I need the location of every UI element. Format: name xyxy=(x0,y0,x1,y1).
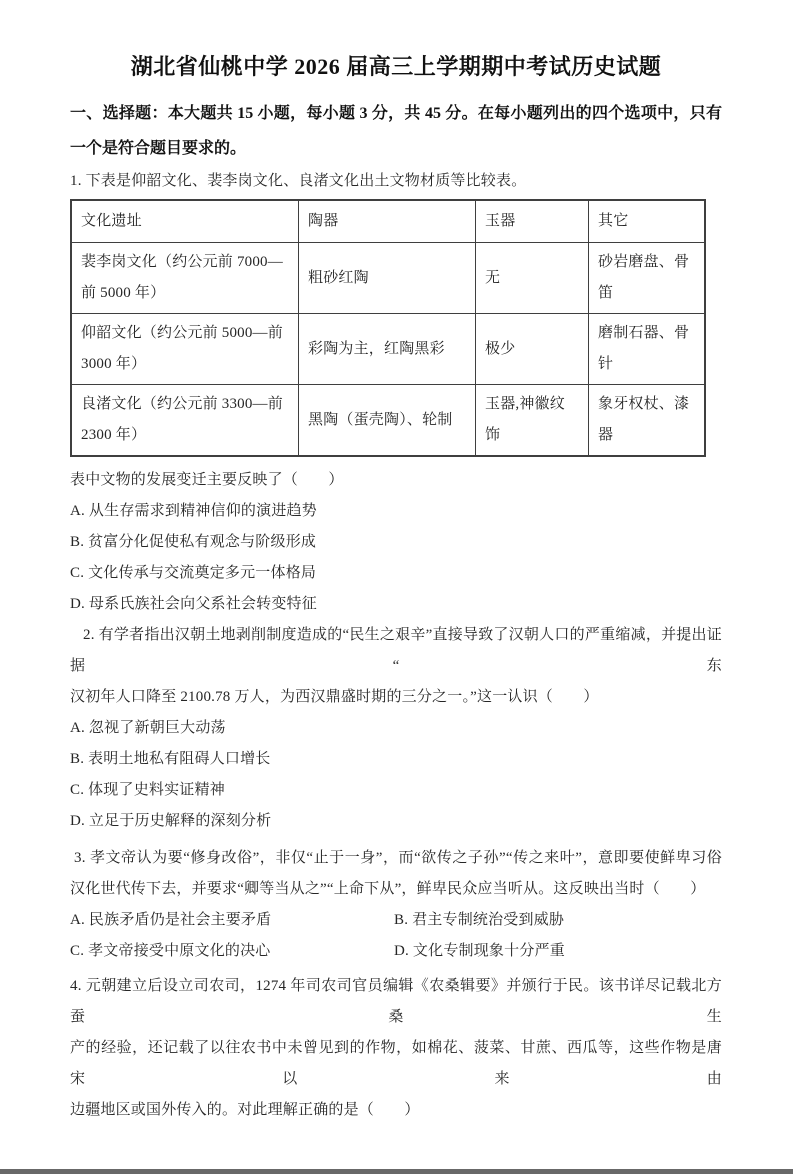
table-row xyxy=(71,314,705,385)
question-1 xyxy=(70,166,722,620)
table-cell: 裴李岗文化（约公元前 7000—前 5000 年） xyxy=(71,243,299,314)
table-cell: 极少 xyxy=(476,314,589,385)
question-4 xyxy=(70,971,722,1126)
table-cell: 磨制石器、骨针 xyxy=(589,314,706,385)
question-2-stem-line-2: 汉初年人口降至 2100.78 万人，为西汉鼎盛时期的三分之一。”这一认识（ ） xyxy=(70,689,599,705)
table-header-jade: 玉器 xyxy=(476,200,589,243)
section-heading xyxy=(70,96,722,166)
table-cell: 彩陶为主，红陶黑彩 xyxy=(299,314,476,385)
table-cell: 良渚文化（约公元前 3300—前 2300 年） xyxy=(71,385,299,457)
page-title: 湖北省仙桃中学 2026 届高三上学期期中考试历史试题 xyxy=(130,54,662,79)
question-2 xyxy=(70,620,722,837)
table-header-row xyxy=(71,200,705,243)
question-3-option-row-2 xyxy=(70,936,722,967)
table-cell: 黑陶（蛋壳陶）、轮制 xyxy=(299,385,476,457)
question-2-option-d: D. 立足于历史解释的深刻分析 xyxy=(70,813,272,829)
page-bottom-divider xyxy=(0,1169,793,1174)
table-header-site: 文化遗址 xyxy=(71,200,299,243)
table-cell: 象牙权杖、漆器 xyxy=(589,385,706,457)
question-2-stem-line-1: 2. 有学者指出汉朝土地剥削制度造成的“民生之艰辛”直接导致了汉朝人口的严重缩减，并提出证据“东 xyxy=(70,627,722,674)
question-1-option-d: D. 母系氏族社会向父系社会转变特征 xyxy=(70,596,317,612)
table-header-pottery: 陶器 xyxy=(299,200,476,243)
question-4-stem-line-3: 边疆地区或国外传入的。对此理解正确的是（ ） xyxy=(70,1102,420,1118)
comparison-table xyxy=(70,199,706,457)
question-2-option-c: C. 体现了史料实证精神 xyxy=(70,782,225,798)
question-2-option-b: B. 表明土地私有阻碍人口增长 xyxy=(70,751,271,767)
document-page xyxy=(0,52,793,1126)
table-cell: 玉器,神徽纹饰 xyxy=(476,385,589,457)
table-cell: 仰韶文化（约公元前 5000—前 3000 年） xyxy=(71,314,299,385)
question-3-stem-line-1: 3. 孝文帝认为要“修身改俗”，非仅“止于一身”，而“欲传之子孙”“传之来叶”，意即要使鲜卑习俗 xyxy=(74,850,722,866)
question-3-option-d: D. 文化专制现象十分严重 xyxy=(394,943,565,959)
section-heading-line-1: 一、选择题：本大题共 15 小题，每小题 3 分，共 45 分。在每小题列出的四个选项中，只有 xyxy=(70,105,722,122)
question-3-option-c: C. 孝文帝接受中原文化的决心 xyxy=(70,943,271,959)
section-heading-line-2: 一个是符合题目要求的。 xyxy=(70,140,247,157)
question-1-option-a: A. 从生存需求到精神信仰的演进趋势 xyxy=(70,503,317,519)
table-cell: 砂岩磨盘、骨笛 xyxy=(589,243,706,314)
question-2-option-a: A. 忽视了新朝巨大动荡 xyxy=(70,720,226,736)
table-cell: 粗砂红陶 xyxy=(299,243,476,314)
question-3-stem-line-2: 汉化世代传下去，并要求“卿等当从之”“上命下从”，鲜卑民众应当听从。这反映出当时（ ） xyxy=(70,881,706,897)
question-3 xyxy=(70,843,722,967)
table-row xyxy=(71,385,705,457)
question-1-prompt: 表中文物的发展变迁主要反映了（ ） xyxy=(70,472,344,488)
question-1-option-b: B. 贫富分化促使私有观念与阶级形成 xyxy=(70,534,317,550)
question-3-option-row-1 xyxy=(70,905,722,936)
question-3-option-a: A. 民族矛盾仍是社会主要矛盾 xyxy=(70,912,272,928)
question-4-stem-line-2: 产的经验，还记载了以往农书中未曾见到的作物，如棉花、菠菜、甘蔗、西瓜等，这些作物是唐宋以来由 xyxy=(70,1040,722,1087)
table-row xyxy=(71,243,705,314)
question-4-stem-line-1: 4. 元朝建立后设立司农司，1274 年司农司官员编辑《农桑辑要》并颁行于民。该书详尽记载北方蚕桑生 xyxy=(70,978,722,1025)
table-cell: 无 xyxy=(476,243,589,314)
question-1-option-c: C. 文化传承与交流奠定多元一体格局 xyxy=(70,565,317,581)
table-header-other: 其它 xyxy=(589,200,706,243)
question-1-stem: 1. 下表是仰韶文化、裴李岗文化、良渚文化出土文物材质等比较表。 xyxy=(70,173,527,189)
question-3-option-b: B. 君主专制统治受到威胁 xyxy=(394,912,565,928)
